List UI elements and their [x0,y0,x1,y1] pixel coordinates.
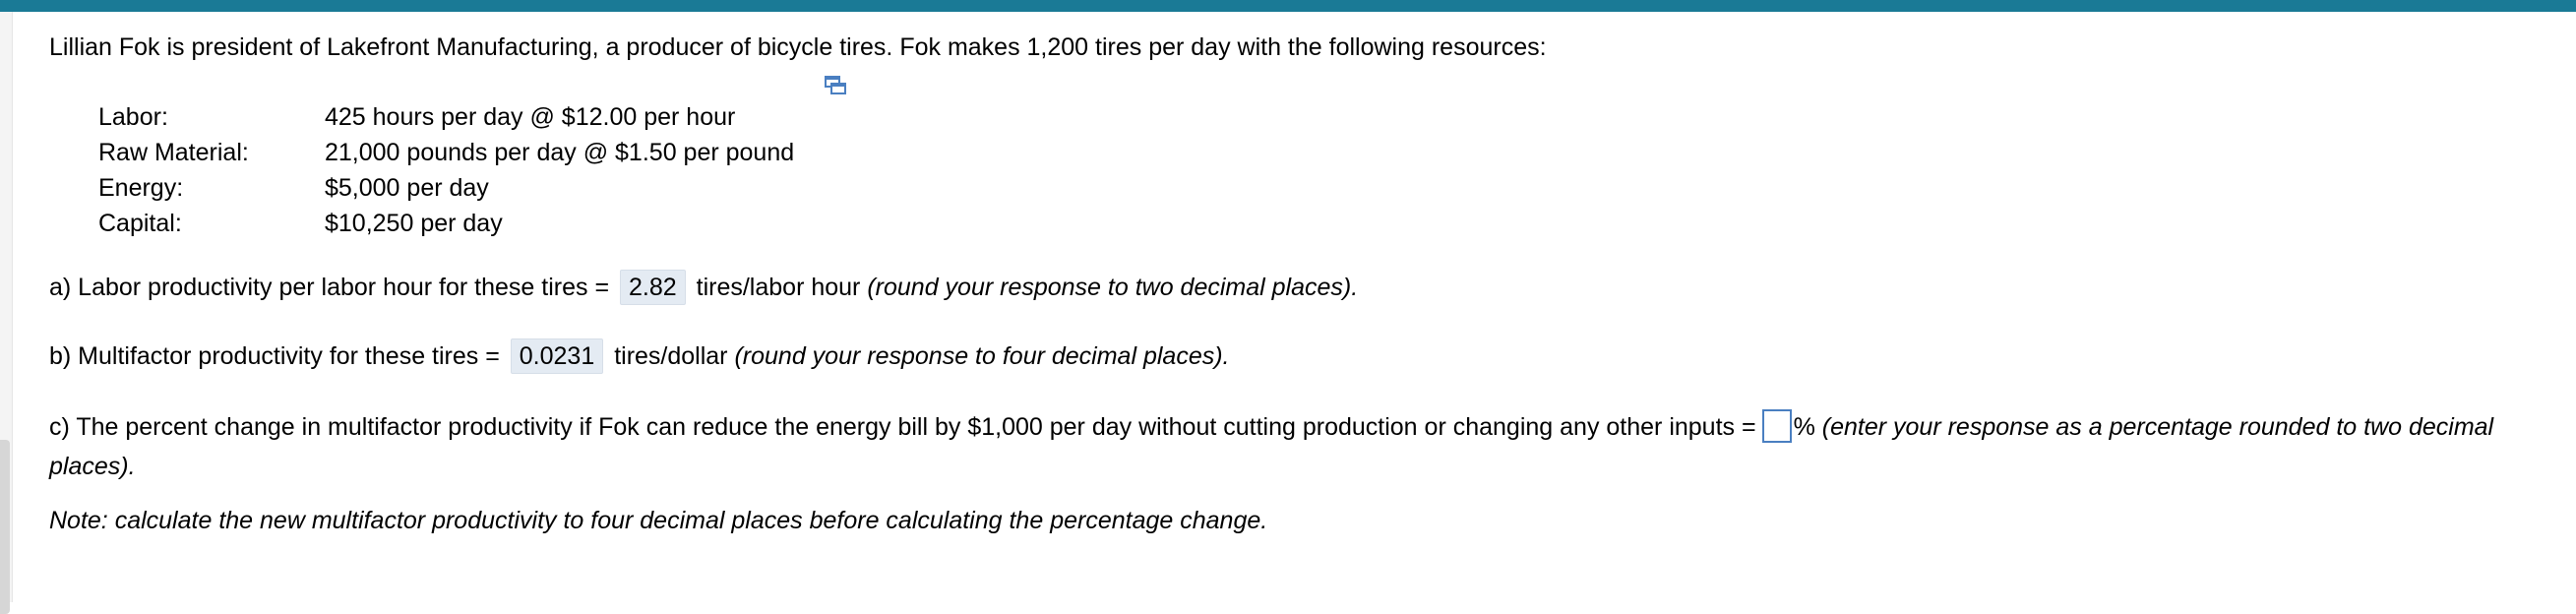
scrollbar-thumb[interactable] [0,440,10,614]
resource-row-capital [98,207,794,242]
calculation-note: Note: calculate the new multifactor productivity to four decimal places before calculating the percentage change. [49,507,1268,534]
left-scrollbar[interactable] [0,12,13,602]
question-a-answer[interactable]: 2.82 [620,270,686,305]
question-a-prefix: a) Labor productivity per labor hour for these tires = [49,274,610,301]
question-c-hint: (enter your response as a percentage rounded to two decimal places). [49,413,2494,480]
question-b [49,338,1230,374]
question-c-prefix: c) The percent change in multifactor productivity if Fok can reduce the energy bill by $1,000 per day without cutting production or changing any other inputs = [49,413,1756,441]
question-a-hint: (round your response to two decimal places). [867,274,1359,301]
resource-row-energy [98,171,794,207]
resource-row-raw-material [98,136,794,171]
resource-row-labor [98,100,794,136]
question-c-unit: % [1793,413,1815,441]
question-b-unit: tires/dollar [614,342,728,370]
question-b-hint: (round your response to four decimal places). [734,342,1230,370]
question-a-unit: tires/labor hour [696,274,861,301]
resource-value: 425 hours per day @ $12.00 per hour [325,103,736,132]
resource-label: Energy: [98,174,184,203]
question-a [49,270,1358,305]
top-accent-bar [0,0,2576,12]
resource-label: Raw Material: [98,139,249,167]
popup-window-icon[interactable] [825,73,846,94]
resource-label: Capital: [98,210,182,238]
resource-value: $10,250 per day [325,210,503,238]
resource-value: $5,000 per day [325,174,489,203]
question-b-answer[interactable]: 0.0231 [511,338,603,374]
problem-intro: Lillian Fok is president of Lakefront Manufacturing, a producer of bicycle tires. Fok makes 1,200 tires per day with the following resources: [49,33,1547,61]
resource-label: Labor: [98,103,168,132]
question-c [49,407,2548,486]
resources-table [98,100,794,242]
question-b-prefix: b) Multifactor productivity for these tires = [49,342,500,370]
question-c-answer-input[interactable] [1762,409,1792,443]
resource-value: 21,000 pounds per day @ $1.50 per pound [325,139,795,167]
